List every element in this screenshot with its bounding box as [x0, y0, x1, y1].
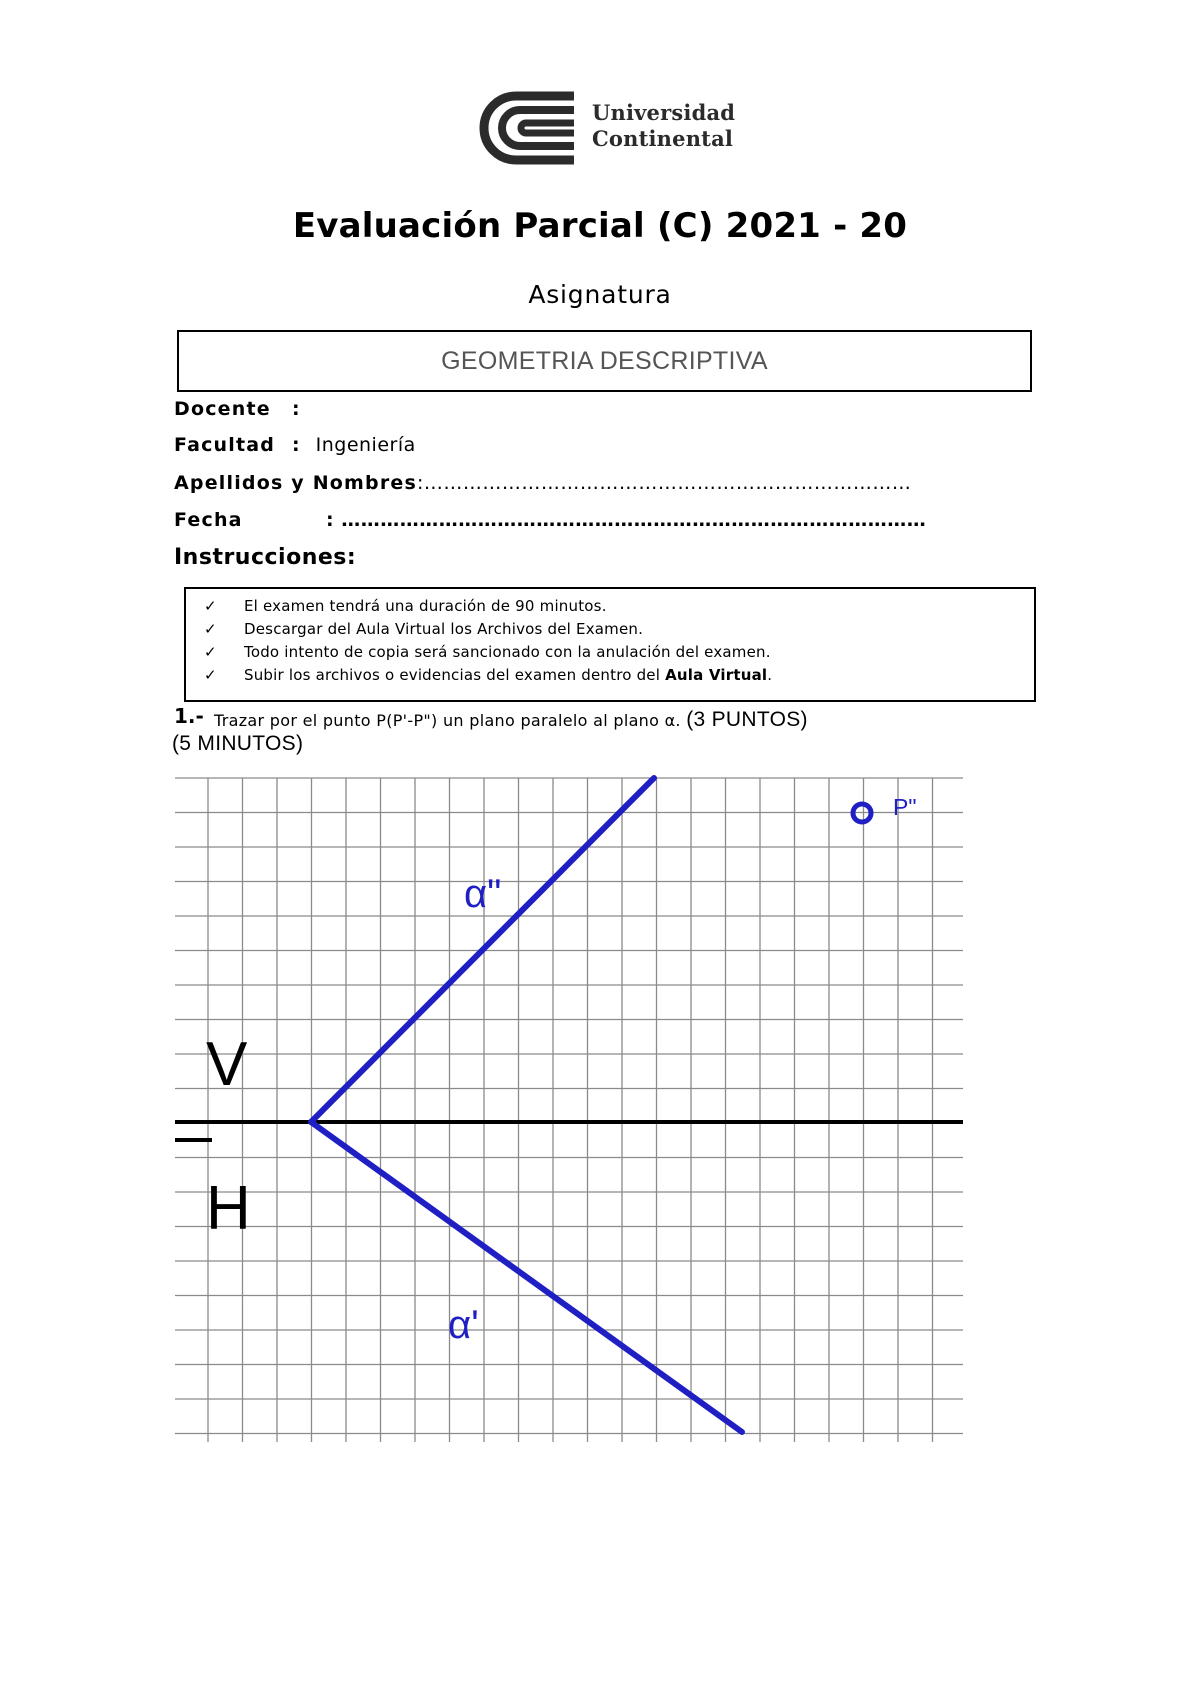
docente-colon: : [292, 398, 300, 420]
fecha-value: : ……………………………………………………………………………… [326, 509, 927, 531]
fecha-label: Fecha [174, 509, 243, 531]
label-v: V [206, 1030, 248, 1099]
logo-line-1: Universidad [592, 100, 736, 125]
apellidos-label: Apellidos y Nombres [174, 472, 418, 494]
instruction-text: Todo intento de copia será sancionado con la anulación del examen. [244, 643, 771, 661]
label-point-p: P" [893, 794, 917, 820]
instruction-text: Subir los archivos o evidencias del examen dentro del [244, 666, 661, 684]
grid [175, 778, 963, 1442]
label-alpha-vertical: α" [464, 872, 502, 916]
instruction-text: Descargar del Aula Virtual los Archivos del Examen. [244, 620, 644, 638]
alpha-horizontal-trace [311, 1122, 742, 1432]
facultad-label: Facultad [174, 434, 276, 456]
question-number: 1.- [174, 704, 204, 728]
logo-line-2: Continental [592, 126, 734, 151]
question-points: (3 PUNTOS) [686, 708, 808, 731]
check-icon: ✓ [204, 597, 217, 615]
question-time: (5 MINUTOS) [172, 732, 304, 755]
instruction-end: . [767, 666, 773, 684]
check-icon: ✓ [204, 643, 217, 661]
exam-title: Evaluación Parcial (C) 2021 - 20 [292, 206, 908, 246]
apellidos-value: :………………………………………………………………… [417, 472, 912, 494]
aula-virtual-bold: Aula Virtual [665, 666, 768, 684]
question-statement: Trazar por el punto P(P'-P") un plano paralelo al plano α. [214, 711, 681, 730]
instruction-text: El examen tendrá una duración de 90 minutos. [244, 597, 607, 615]
subject-name: GEOMETRIA DESCRIPTIVA [441, 346, 768, 375]
check-icon: ✓ [204, 620, 217, 638]
facultad-value: Ingeniería [315, 434, 416, 456]
docente-label: Docente [174, 398, 271, 420]
label-alpha-horizontal: α' [448, 1303, 479, 1347]
subject-label: Asignatura [528, 280, 672, 309]
instructions-title: Instrucciones: [174, 545, 357, 570]
check-icon: ✓ [204, 666, 217, 684]
facultad-colon: : [292, 434, 300, 456]
label-h: H [206, 1174, 251, 1243]
